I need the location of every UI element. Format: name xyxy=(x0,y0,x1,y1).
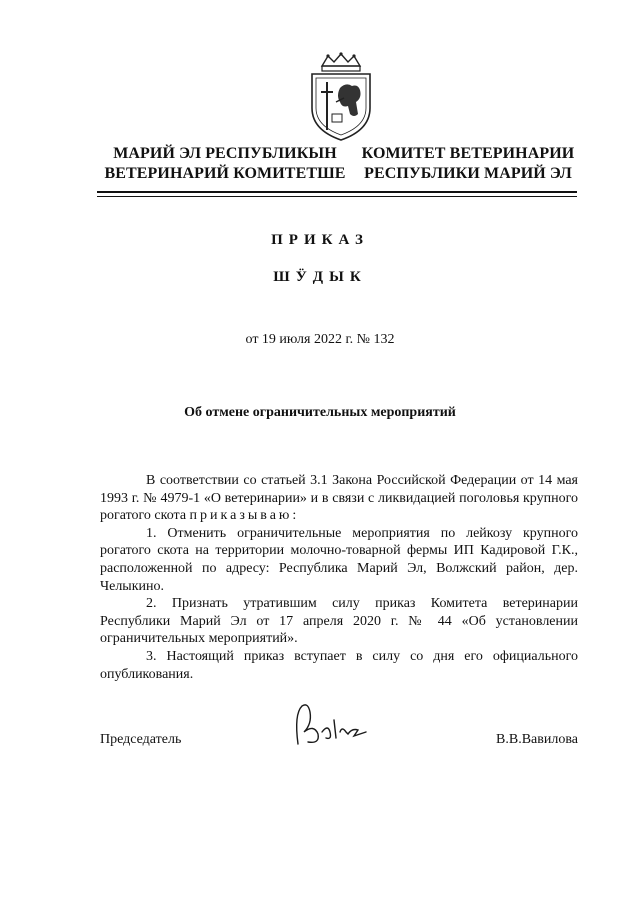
org-name-russian xyxy=(358,144,578,184)
org-name-mari xyxy=(100,144,350,184)
header-divider-thick xyxy=(97,191,577,193)
org-name-russian-line2: РЕСПУБЛИКИ МАРИЙ ЭЛ xyxy=(364,165,572,182)
document-body xyxy=(100,472,578,683)
order-item-3: 3. Настоящий приказ вступает в силу со дня его официального опубликования. xyxy=(100,648,578,682)
org-name-mari-line1: МАРИЙ ЭЛ РЕСПУБЛИКЫН xyxy=(113,145,337,162)
order-keyword: приказываю xyxy=(189,508,293,524)
org-name-mari-line2: ВЕТЕРИНАРИЙ КОМИТЕТШЕ xyxy=(104,165,346,182)
org-name-russian-line1: КОМИТЕТ ВЕТЕРИНАРИИ xyxy=(361,145,575,162)
header-divider-thin xyxy=(97,196,577,197)
preamble-text: В соответствии со статьей 3.1 Закона Российской Федерации от 14 мая 1993 г. № 4979-1 «О ветеринарии» и в связи с ликвидацией поголовья крупного рогатого скота xyxy=(100,473,578,524)
signature-image xyxy=(288,694,378,754)
signatory-name: В.В.Вавилова xyxy=(496,732,578,747)
document-date-number: от 19 июля 2022 г. № 132 xyxy=(245,332,395,347)
coat-of-arms-icon xyxy=(300,52,382,142)
document-type-mari: ШӰДЫК xyxy=(273,269,367,285)
document-type-russian: ПРИКАЗ xyxy=(271,232,369,248)
preamble-colon: : xyxy=(292,508,297,524)
order-item-1: 1. Отменить ограничительные мероприятия по лейкозу крупного рогатого скота на территории молочно-товарной фермы ИП Кадировой Г.К., расположенной по адресу: Республика Марий Эл, Волжский район, дер. Челыкино. xyxy=(100,525,578,594)
preamble-paragraph xyxy=(100,472,578,525)
order-item-2: 2. Признать утратившим силу приказ Комитета ветеринарии Республики Марий Эл от 17 апреля 2020 г. № 44 «Об установлении ограничительных мероприятий». xyxy=(100,596,578,647)
signatory-position: Председатель xyxy=(100,732,182,747)
document-subject: Об отмене ограничительных мероприятий xyxy=(184,405,456,420)
